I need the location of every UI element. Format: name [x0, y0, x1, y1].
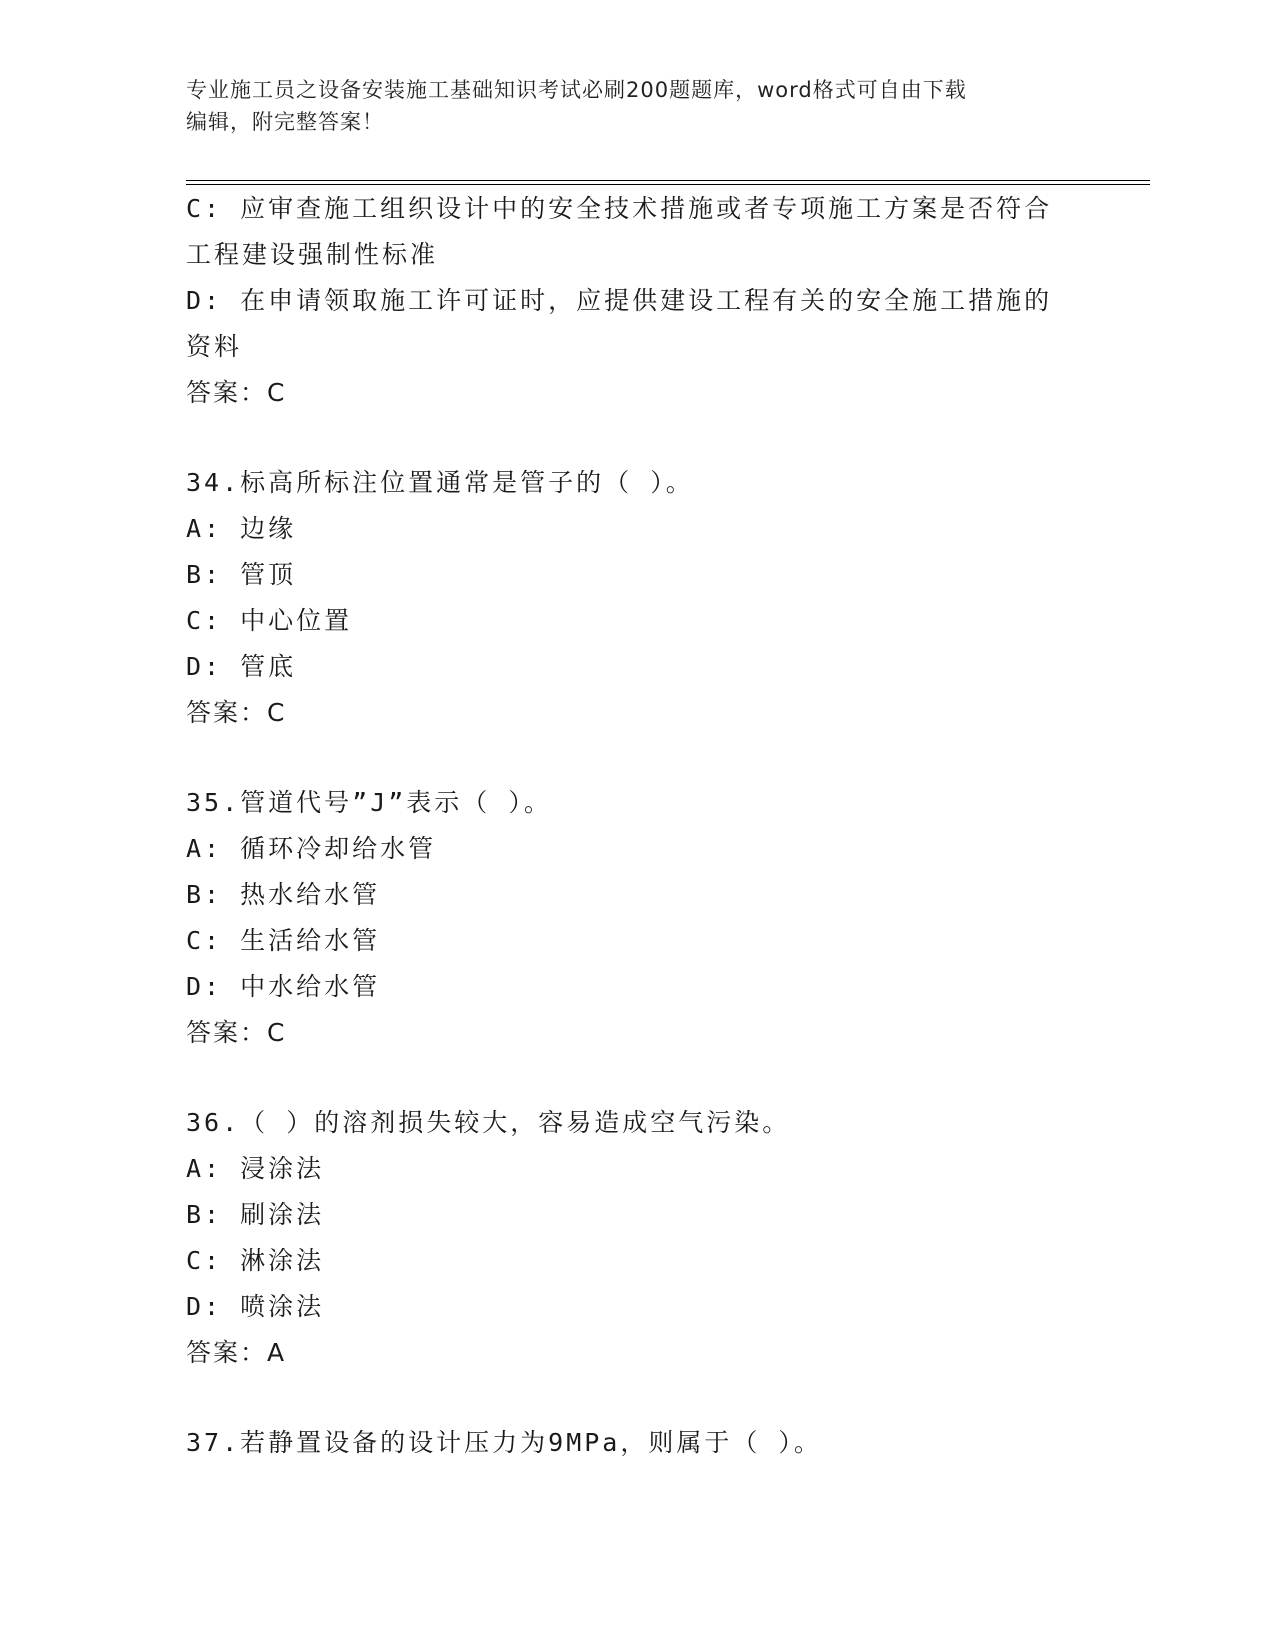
- question-34-option-d: D: 管底: [186, 652, 297, 681]
- question-36-text: 36.（ ）的溶剂损失较大，容易造成空气污染。: [186, 1108, 791, 1137]
- answer-34: 答案：C: [186, 698, 287, 727]
- question-37-text: 37.若静置设备的设计压力为9MPa，则属于（ ）。: [186, 1428, 822, 1457]
- answer-36: 答案：A: [186, 1338, 287, 1367]
- question-36-option-a: A: 浸涂法: [186, 1154, 325, 1183]
- option-d-line-1: D: 在申请领取施工许可证时，应提供建设工程有关的安全施工措施的: [186, 286, 1053, 315]
- spacer: [186, 1376, 1086, 1420]
- question-35-text: 35.管道代号”J”表示（ ）。: [186, 788, 552, 817]
- question-36-option-d: D: 喷涂法: [186, 1292, 325, 1321]
- header-title-line-2: 编辑，附完整答案！: [186, 110, 384, 134]
- spacer: [186, 416, 1086, 460]
- question-list: [186, 186, 1086, 1466]
- document-header: [186, 74, 1066, 138]
- question-37: [186, 1420, 1086, 1466]
- question-34-option-a: A: 边缘: [186, 514, 297, 543]
- question-36: [186, 1100, 1086, 1376]
- spacer: [186, 1056, 1086, 1100]
- question-34-text: 34.标高所标注位置通常是管子的（ ）。: [186, 468, 694, 497]
- question-33-tail: [186, 186, 1086, 416]
- header-divider-top: [186, 180, 1150, 181]
- spacer: [186, 736, 1086, 780]
- answer-33: 答案：C: [186, 378, 287, 407]
- question-35-option-a: A: 循环冷却给水管: [186, 834, 437, 863]
- question-35-option-b: B: 热水给水管: [186, 880, 381, 909]
- question-36-option-b: B: 刷涂法: [186, 1200, 325, 1229]
- question-35-option-d: D: 中水给水管: [186, 972, 381, 1001]
- question-34: [186, 460, 1086, 736]
- answer-35: 答案：C: [186, 1018, 287, 1047]
- header-divider-bottom: [186, 184, 1150, 185]
- question-34-option-b: B: 管顶: [186, 560, 297, 589]
- question-36-option-c: C: 淋涂法: [186, 1246, 325, 1275]
- question-35-option-c: C: 生活给水管: [186, 926, 381, 955]
- option-c-line-2: 工程建设强制性标准: [186, 240, 439, 269]
- header-title-line-1: 专业施工员之设备安装施工基础知识考试必刷200题题库，word格式可自由下载: [186, 78, 967, 102]
- option-c-line-1: C: 应审查施工组织设计中的安全技术措施或者专项施工方案是否符合: [186, 194, 1053, 223]
- question-34-option-c: C: 中心位置: [186, 606, 353, 635]
- option-d-line-2: 资料: [186, 332, 243, 361]
- question-35: [186, 780, 1086, 1056]
